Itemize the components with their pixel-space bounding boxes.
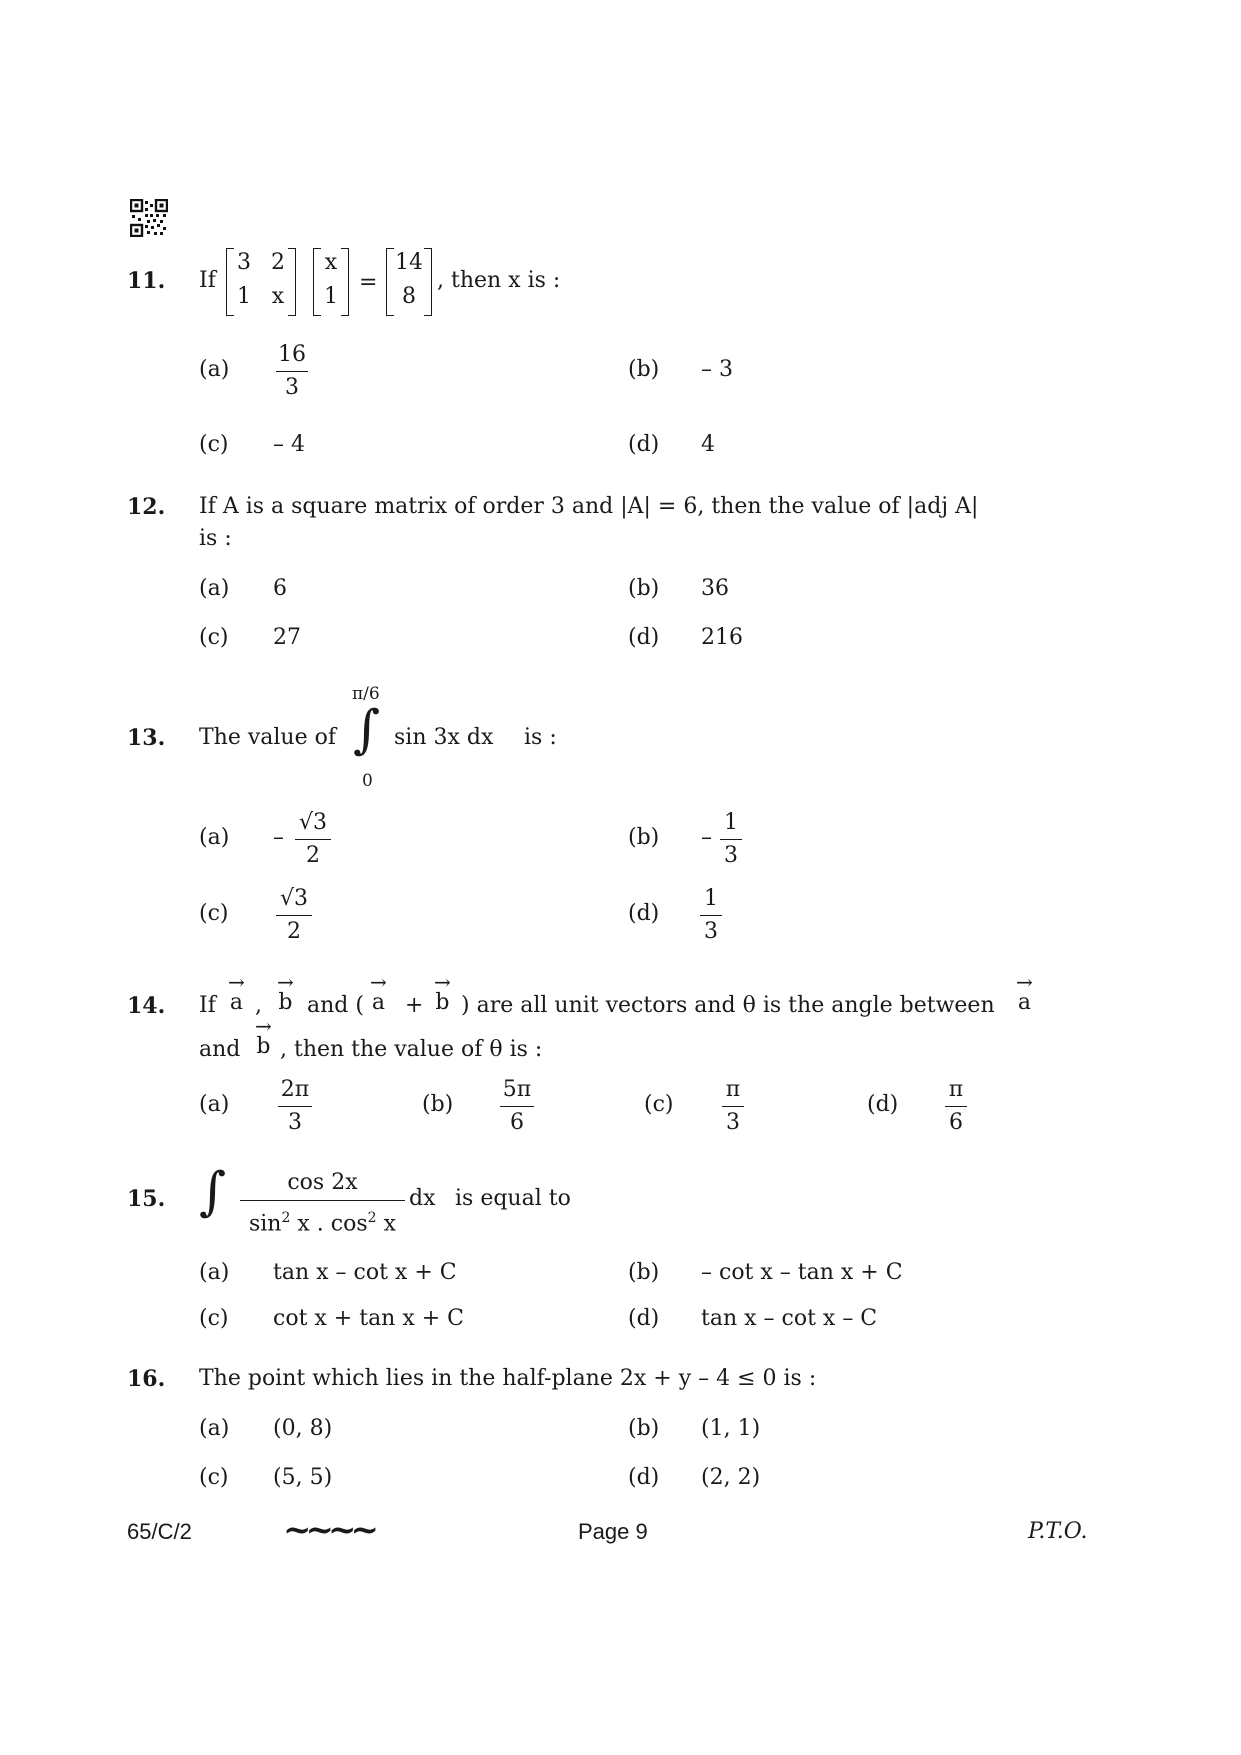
- paper-code: 65/C/2: [127, 1519, 192, 1544]
- question-number: 11.: [127, 268, 166, 294]
- pto-label: P.T.O.: [1028, 1519, 1088, 1544]
- vector-a: → a: [370, 970, 387, 1015]
- qr-code-icon: [130, 199, 168, 237]
- option-b-fraction: 5π 6: [500, 1075, 534, 1138]
- question-text: If: [199, 268, 216, 293]
- option-a-fraction: 16 3: [278, 342, 306, 400]
- integral-sign: ∫: [199, 1162, 227, 1222]
- matrix-a: 3 2 1 x: [226, 248, 296, 316]
- option-label: (a): [199, 357, 230, 382]
- integrand-fraction: cos 2x $\sin^2 x$ . $\cos^2 x$: [240, 1168, 405, 1239]
- question-text: If: [199, 993, 216, 1018]
- integral-upper-limit: π/6: [352, 684, 380, 704]
- vector-b: → b: [277, 970, 294, 1015]
- option-d-fraction: π 6: [945, 1075, 967, 1138]
- vector-a: → a: [228, 970, 245, 1015]
- option-c-fraction: √3 2: [276, 884, 312, 947]
- integral-lower-limit: 0: [362, 771, 373, 791]
- wave-decoration: ~~~~: [283, 1510, 373, 1550]
- option-a-fraction: 2π 3: [278, 1075, 312, 1138]
- vector-b: → b: [255, 1014, 272, 1059]
- option-c-fraction: π 3: [722, 1075, 744, 1138]
- vector-a: → a: [1016, 970, 1033, 1015]
- page-number: Page 9: [578, 1519, 648, 1544]
- integral-sign: ∫: [353, 700, 381, 760]
- matrix-b: x 1: [313, 248, 349, 316]
- vector-b: → b: [434, 970, 451, 1015]
- option-a-fraction: √3 2: [295, 808, 331, 871]
- question-text: If A is a square matrix of order 3 and |A| = 6, then the value of |adj A|: [199, 494, 979, 519]
- matrix-c: 14 8: [386, 248, 432, 316]
- question-text: The point which lies in the half-plane 2x + y – 4 ≤ 0 is :: [199, 1366, 817, 1391]
- option-d-fraction: 1 3: [700, 884, 722, 947]
- option-b-fraction: 1 3: [720, 808, 742, 871]
- question-text: The value of: [199, 725, 337, 750]
